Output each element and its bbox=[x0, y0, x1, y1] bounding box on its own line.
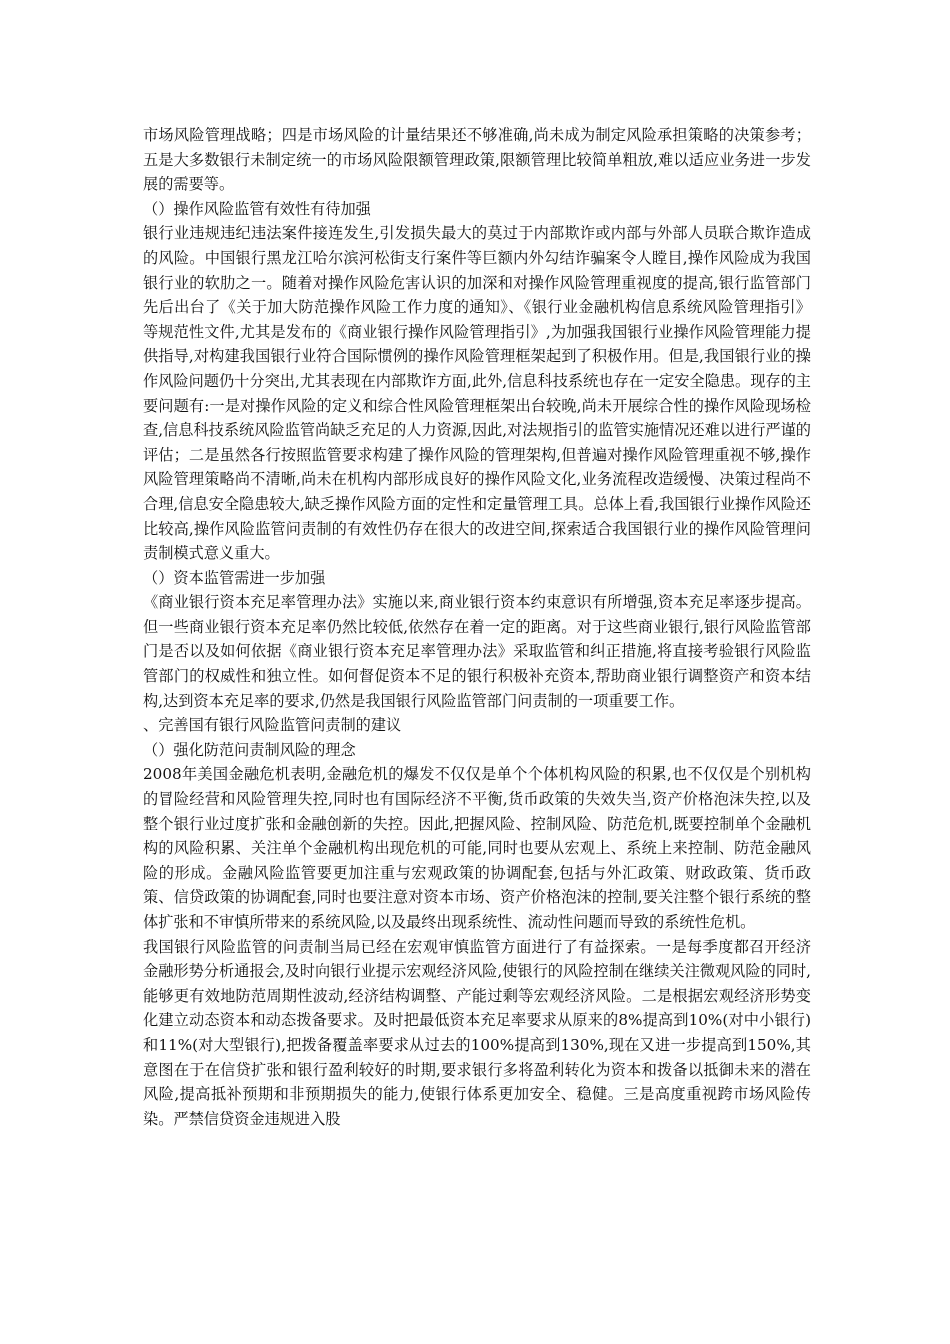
heading-risk-concept: （）强化防范问责制风险的理念 bbox=[143, 740, 356, 759]
section-title-suggestions: 、完善国有银行风险监管问责制的建议 bbox=[143, 716, 402, 735]
paragraph-operational-risk: 银行业违规违纪违法案件接连发生,引发损失最大的莫过于内部欺诈或内部与外部人员联合欺诈造成的风险。中国银行黑龙江哈尔滨河松街支行案件等巨额内外勾结诈骗案令人瞠目,操作风险成为我国银行业的软肋之一。随着对操作风险危害认识的加深和对操作风险管理重视度的提高,银行监管部门先后出台了《关于加大防范操作风险工作力度的通知》、《银行业金融机构信息系统风险管理指引》等规范性文件,尤其是发布的《商业银行操作风险管理指引》,为加强我国银行业操作风险管理能力提供指导,对构建我国银行业符合国际惯例的操作风险管理框架起到了积极作用。但是,我国银行业的操作风险问题仍十分突出,尤其表现在内部欺诈方面,此外,信息科技系统也存在一定安全隐患。现存的主要问题有:一是对操作风险的定义和综合性风险管理框架出台较晚,尚未开展综合性的操作风险现场检查,信息科技系统风险监管尚缺乏充足的人力资源,因此,对法规指引的监管实施情况还难以进行严谨的评估；二是虽然各行按照监管要求构建了操作风险的管理架构,但普遍对操作风险管理重视不够,操作风险管理策略尚不清晰,尚未在机构内部形成良好的操作风险文化,业务流程改造缓慢、决策过程尚不合理,信息安全隐患较大,缺乏操作风险方面的定性和定量管理工具。总体上看,我国银行业操作风险还比较高,操作风险监管问责制的有效性仍存在很大的改进空间,探索适合我国银行业的操作风险管理问责制模式意义重大。 bbox=[143, 224, 811, 563]
document-body bbox=[143, 123, 811, 1131]
paragraph-financial-crisis: 2008年美国金融危机表明,金融危机的爆发不仅仅是单个个体机构风险的积累,也不仅仅是个别机构的冒险经营和风险管理失控,同时也有国际经济不平衡,货币政策的失效失当,资产价格泡沫失控,以及整个银行业过度扩张和金融创新的失控。因此,把握风险、控制风险、防范危机,既要控制单个金融机构的风险积累、关注单个金融机构出现危机的可能,同时也要从宏观上、系统上来控制、防范金融风险的形成。金融风险监管要更加注重与宏观政策的协调配套,包括与外汇政策、财政政策、货币政策、信贷政策的协调配套,同时也要注意对资本市场、资产价格泡沫的控制,要关注整个银行系统的整体扩张和不审慎所带来的系统风险,以及最终出现系统性、流动性问题而导致的系统性危机。 bbox=[143, 765, 811, 931]
paragraph-market-risk-continued: 市场风险管理战略；四是市场风险的计量结果还不够准确,尚未成为制定风险承担策略的决策参考；五是大多数银行未制定统一的市场风险限额管理政策,限额管理比较简单粗放,难以适应业务进一步发展的需要等。 bbox=[143, 126, 811, 194]
heading-capital-supervision: （）资本监管需进一步加强 bbox=[143, 568, 326, 587]
paragraph-capital-supervision: 《商业银行资本充足率管理办法》实施以来,商业银行资本约束意识有所增强,资本充足率逐步提高。但一些商业银行资本充足率仍然比较低,依然存在着一定的距离。对于这些商业银行,银行风险监管部门是否以及如何依据《商业银行资本充足率管理办法》采取监管和纠正措施,将直接考验银行风险监管部门的权威性和独立性。如何督促资本不足的银行积极补充资本,帮助商业银行调整资产和资本结构,达到资本充足率的要求,仍然是我国银行风险监管部门问责制的一项重要工作。 bbox=[143, 593, 811, 710]
paragraph-macro-prudential: 我国银行风险监管的问责制当局已经在宏观审慎监管方面进行了有益探索。一是每季度都召开经济金融形势分析通报会,及时向银行业提示宏观经济风险,使银行的风险控制在继续关注微观风险的同时,能够更有效地防范周期性波动,经济结构调整、产能过剩等宏观经济风险。二是根据宏观经济形势变化建立动态资本和动态拨备要求。及时把最低资本充足率要求从原来的8%提高到10%(对中小银行)和11%(对大型银行),把拨备覆盖率要求从过去的100%提高到130%,现在又进一步提高到150%,其意图在于在信贷扩张和银行盈利较好的时期,要求银行多将盈利转化为资本和拨备以抵御未来的潜在风险,提高抵补预期和非预期损失的能力,使银行体系更加安全、稳健。三是高度重视跨市场风险传染。严禁信贷资金违规进入股 bbox=[143, 937, 811, 1128]
heading-operational-risk: （）操作风险监管有效性有待加强 bbox=[143, 199, 371, 218]
